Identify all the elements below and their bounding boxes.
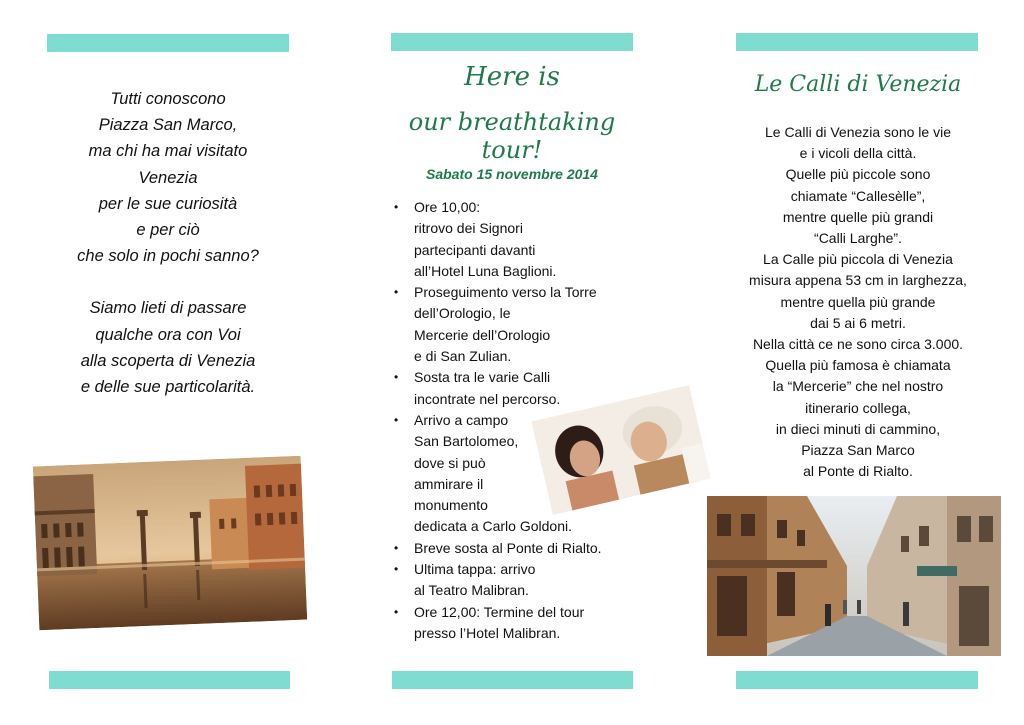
list-item: • Proseguimento verso la Torre dell’Orologio, le Mercerie dell’Orologio e di San Zulian. bbox=[392, 282, 632, 367]
piazza-san-marco-photo bbox=[33, 456, 307, 631]
intro-text bbox=[48, 86, 288, 400]
intro-line: per le sue curiosità bbox=[98, 194, 238, 213]
calli-line: al Ponte di Rialto. bbox=[803, 463, 913, 480]
outro-line: Siamo lieti di passare bbox=[89, 299, 247, 318]
calli-line: misura appena 53 cm in larghezza, bbox=[749, 272, 967, 289]
calli-line: Piazza San Marco bbox=[801, 442, 915, 459]
calli-line: la “Mercerie” che nel nostro bbox=[772, 378, 944, 395]
list-item: • Ore 12,00: Termine del tour presso l’Hotel Malibran. bbox=[392, 602, 632, 645]
calli-line: dai 5 ai 6 metri. bbox=[810, 314, 906, 331]
calli-description bbox=[738, 122, 978, 482]
calli-line: in dieci minuti di cammino, bbox=[775, 420, 941, 437]
calli-line: mentre quella più grande bbox=[780, 293, 936, 310]
outro-line: e delle sue particolarità. bbox=[80, 378, 256, 397]
bottom-bar-middle bbox=[392, 671, 633, 689]
bottom-bar-right bbox=[736, 671, 978, 689]
bottom-bar-left bbox=[49, 671, 290, 689]
calli-line: La Calle più piccola di Venezia bbox=[763, 251, 953, 268]
calli-line: mentre quelle più grandi bbox=[782, 208, 934, 225]
intro-line: Piazza San Marco, bbox=[98, 116, 238, 135]
list-item: • Sosta tra le varie Calli incontrate nel percorso. bbox=[392, 367, 632, 410]
top-bar-middle bbox=[391, 33, 633, 51]
intro-line: e per ciò bbox=[136, 221, 200, 240]
intro-line: Venezia bbox=[138, 168, 198, 187]
calli-line: e i vicoli della città. bbox=[799, 145, 917, 162]
intro-line: ma chi ha mai visitato bbox=[88, 142, 248, 161]
calli-title: Le Calli di Venezia bbox=[754, 72, 962, 97]
calli-line: chiamate “Callesèlle”, bbox=[790, 187, 926, 204]
calli-line: itinerario collega, bbox=[805, 399, 911, 416]
calli-line: Quelle più piccole sono bbox=[785, 166, 931, 183]
venice-street-photo bbox=[707, 496, 1001, 656]
list-item: • Breve sosta al Ponte di Rialto. bbox=[392, 538, 632, 559]
top-bar-right bbox=[736, 33, 978, 51]
tour-title-line1: Here is bbox=[464, 62, 560, 92]
outro-line: alla scoperta di Venezia bbox=[80, 351, 256, 370]
outro-line: qualche ora con Voi bbox=[95, 325, 241, 344]
top-bar-left bbox=[47, 34, 289, 52]
calli-line: Nella città ce ne sono circa 3.000. bbox=[752, 336, 964, 353]
intro-line: che solo in pochi sanno? bbox=[77, 247, 259, 266]
calli-line: Le Calli di Venezia sono le vie bbox=[764, 124, 951, 140]
calli-line: “Calli Larghe”. bbox=[814, 230, 902, 247]
tour-title-line2: our breathtaking tour! bbox=[408, 108, 616, 164]
intro-line: Tutti conoscono bbox=[110, 90, 226, 108]
calli-line: Quella più famosa è chiamata bbox=[765, 357, 951, 374]
list-item: • Arrivo a campo San Bartolomeo, dove si può ammirare il monumento dedicata a Carlo Goldoni. bbox=[392, 410, 632, 538]
list-item: • Ore 10,00: ritrovo dei Signori partecipanti davanti all’Hotel Luna Baglioni. bbox=[392, 197, 632, 282]
list-item: • Ultima tappa: arrivo al Teatro Malibran. bbox=[392, 559, 632, 602]
tour-date: Sabato 15 novembre 2014 bbox=[426, 166, 598, 182]
